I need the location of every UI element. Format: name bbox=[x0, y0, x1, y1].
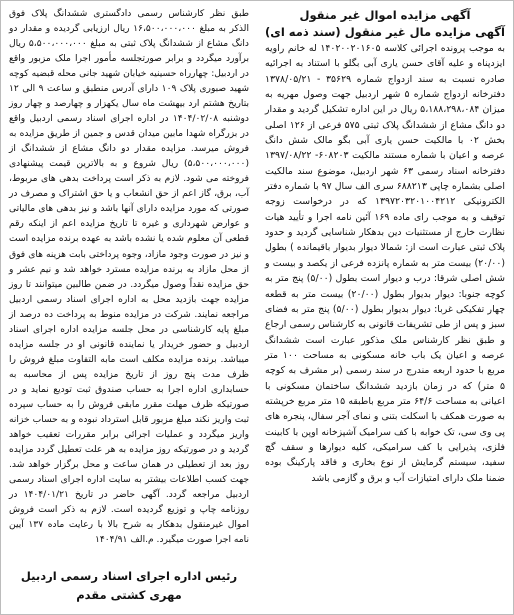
notice-paragraph-left: طبق نظر کارشناس رسمی دادگستری ششدانگ پلاک فوق الذکر به مبلغ ۱۶،۵۰۰،۰۰۰،۰۰۰ ریال ارزیابی گردیده و مقدار دو دانگ مشاع از ششدانگ پلاک ثبتی به مبلغ ۵،۵۰۰،۰۰۰،۰۰۰ ریال برآورد میگردد و برابر صورتجلسه مأمور اجرا ملک مزبور واقع در اردبیل: چهارراه حسینیه خیابان شهید جانی محله قبضیه کوچه شهید صبوری پلاک ۱۰۹ دارای آدرس منطبق و ساعت ۹ الی ۱۲ بتاریخ هشتم ارد بیهشت ماه سال یکهزار و چهارصد و چهار روز دوشنبه ۱۴۰۴/۰۲/۰۸ در اداره اجرای اسناد رسمی اردبیل واقع در بزرگراه شهدا مابین میدان قدس و جمین از طریق مزایده به فروش میرسد. مزایده مقدار دو دانگ مشاع از ششدانگ از (۵،۵۰۰،۰۰۰،۰۰۰) ریال شروع و به بالاترین قیمت پیشنهادی فروخته می شود. لازم به ذکر است پرداخت بدهی های مربوط، آب، برق، گاز اعم از حق انشعاب و یا حق اشتراک و مصرف در صورتی که مورد مزایده دارای آنها باشد و نیز بدهی های مالیاتی و عوارض شهرداری و غیره تا تاریخ مزایده اعم از اینکه رقم قطعی آن معلوم شده یا نشده باشد به عهده برنده مزایده است و نیز در صورت وجود مازاد، وجوه پرداختی بابت هزینه های فوق از محل مازاد به برنده مزایده مسترد خواهد شد و نیم عشر و حق مزایده نقداً وصول میگردد. در ضمن طالبین میتوانند تا روز مزایده جهت بازدید محل به اداره اجرای اسناد رسمی اردبیل مراجعه نمایند. شرکت در مزایده منوط به پرداخت ده درصد از مبلغ پایه کارشناسی در محل جلسه مزایده اداره اجرای اسناد اردبیل و حضور خریدار یا نماینده قانونی او در جلسه مزایده میباشد. برنده مزایده مکلف است مابه التفاوت مبلغ فروش را ظرف مدت پنج روز از تاریخ مزایده پس از محاسبه به حسابداری اداره اجرا به حساب صندوق ثبت تودیع نماید و در صورتیکه ظرف مهلت مقرر مابقی فروش را به حساب سپرده ثبت واریز نکند مبلغ مزبور قابل استرداد نبوده و به حساب خزانه واریز میگردد و عملیات اجرائی برابر مقررات تعقیب خواهد گردید و در صورتیکه روز مزایده به هر علت تعطیل گردد مزایده روز بعد از تعطیلی در همان ساعت و محل برگزار خواهد شد. جهت کسب اطلاعات بیشتر به سایت اداره اجرای اسناد رسمی اردبیل مراجعه گردد. آگهی حاضر در تاریخ ۱۴۰۴/۰۱/۲۱ در روزنامه چاپ و توزیع گردیده است. لازم به ذکر است فروش اموال غیرمنقول بدهکار به شرح بالا با رعایت ماده ۱۳۷ آیین نامه اجرا صورت میگیرد. م.الف ۱۴۰۴/۹۱ bbox=[9, 9, 249, 546]
notice-title: آگهی مزایده اموال غیر منقول bbox=[299, 8, 471, 22]
signature-name: مهری کشتی مقدم bbox=[76, 588, 182, 602]
notice-signature bbox=[9, 567, 249, 605]
notice-subtitle: آگهی مزایده مال غیر منقول (سند ذمه ای) bbox=[265, 25, 505, 39]
notice-right-column bbox=[265, 7, 505, 486]
notice-body-left bbox=[9, 7, 249, 548]
notice-left-column bbox=[9, 7, 249, 548]
notice-body-right bbox=[265, 41, 505, 486]
signature-title: رئیس اداره اجرای اسناد رسمی اردبیل bbox=[20, 569, 238, 583]
notice-paragraph-right: به موجب پرونده اجرائی کلاسه ۱۴۰۲۰۰۲۰۱۶۰۵ له خانم راویه ایزدپناه و علیه آقای حسن یاری آبی بگلو با استناد به اجرائیه صادره نسبت به سند ازدواج شماره ۳۵۶۲۹ - ۱۳۷۸/۰۵/۲۱ دفترخانه ازدواج شماره ۵ شهر اردبیل جهت وصول مهریه به میزان ۵،۱۸۸،۲۹۸،۰۸۴ ریال در این اداره تشکیل گردید و مقدار دو دانگ مشاع از ششدانگ پلاک ثبتی ۵۷۵ فرعی از ۱۲۶ اصلی بخش ۰۲ با مالکیت حسن یاری آبی بگو مالک شش دانگ عرصه و اعیان با شماره مستند مالکیت ۶۰۸۲۰۳- ۱۳۹۷/۰۸/۲۲ دفترخانه اسناد رسمی ۶۳ شهر اردبیل، موضوع سند مالکیت اصلی بشماره چاپی ۶۸۸۲۱۳ سری الف سال ۹۷ با شماره دفتر الکترونیکی ۱۳۹۷۲۰۳۲۰۱۰۰۴۲۱۲ که در درخواست زوجه توقیف و به موجب رای ماده ۱۶۹ آئین نامه اجرا و تأیید هیات نظارت خارج از مستثنیات دین بدهکار شناسایی گردید و حدود پلاک ثبتی عبارت است از: شمالا دیوار بدیوار باقیمانده ) بطول (۲۰/۰۰) بیست متر به شماره پانزده فرعی از یکصد و بیست و شش اصلی شرقا: درب و دیوار است بطول (۵/۰۰) پنج متر به کوچه جنوبا: دیوار بدیوار بطول (۲۰/۰۰) بیست متر به قطعه چهار تفکیکی غربا: دیوار بدیوار بطول (۵/۰۰) پنج متر به فضای سبز و پس از طی تشریفات قانونی به کارشناس رسمی ارجاع و طبق نظر کارشناس ملک مذکور عبارت است ششدانگ عرصه و اعیان یک باب خانه مسکونی به مساحت ۱۰۰ متر مربع با حدود اربعه مندرج در سند رسمی (بر مشرف به کوچه ۵ متر) که در زمان بازدید ششدانگ ساختمان مسکونی با اعیانی به مساحت ۶۴/۶ متر مربع باطبقه ۱۵ متر مربع خرپشته به صورت همکف با اسکلت بتنی و نمای آجر سفال، پنجره های پی وی سی، تک خوابه با کف سرامیک آشپزخانه اوپن با کابینت فلزی، پذیرایی با کف سرامیکی، کلیه دیوارها و سقف گچ سفید، سیستم گرمایش از نوع بخاری و فاقد پارکینگ بوده ضمنا ملک دارای امتیازات آب و برق و گازمی باشد bbox=[265, 43, 506, 484]
